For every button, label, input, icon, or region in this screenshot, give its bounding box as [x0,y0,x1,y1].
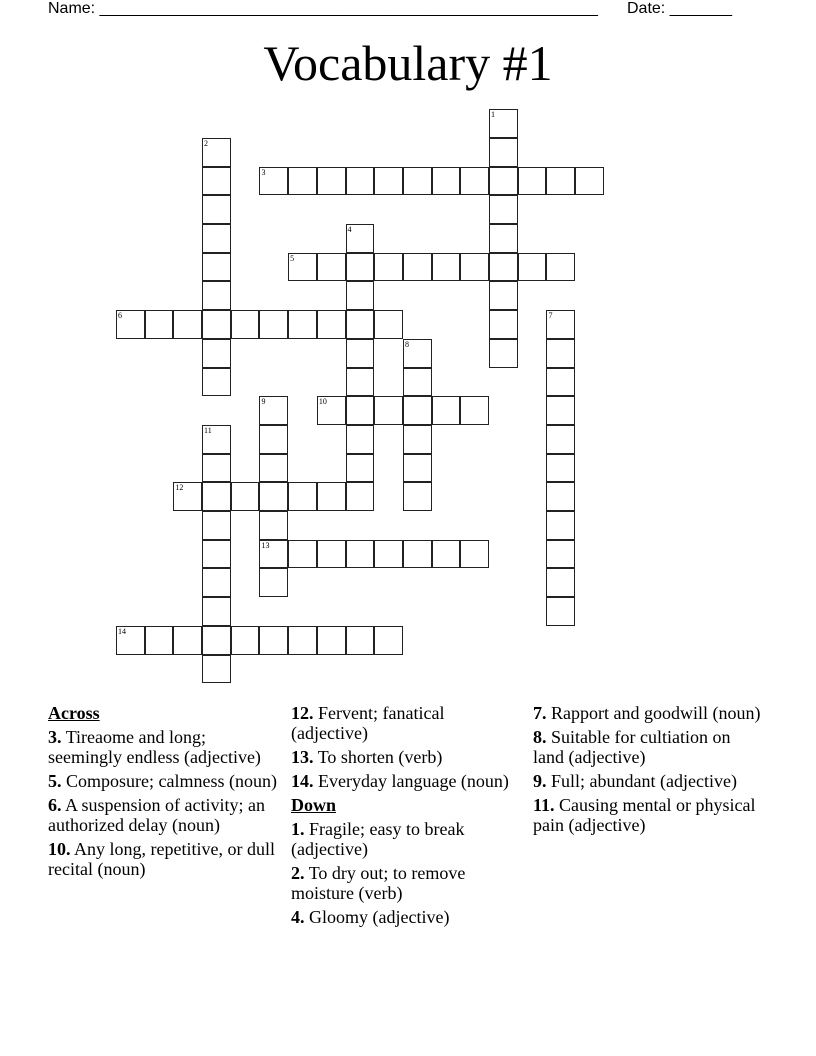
clue-number: 12 [175,483,184,493]
clue-number: 7 [548,311,553,321]
grid-cell[interactable] [403,482,432,511]
grid-cell[interactable] [317,482,346,511]
grid-cell[interactable] [202,597,231,626]
grid-cell[interactable] [202,368,231,397]
clue-down-8: 8. Suitable for cultiation on land (adjective) [533,727,731,767]
grid-cell[interactable] [374,310,403,339]
clue-number: 8 [404,339,409,349]
clue-across-14: 14. Everyday language (noun) [291,771,509,791]
grid-cell[interactable] [546,425,575,454]
grid-cell[interactable] [202,138,231,167]
grid-cell[interactable] [546,310,575,339]
grid-cell[interactable] [259,310,288,339]
grid-cell[interactable] [546,482,575,511]
grid-cell[interactable] [374,167,403,196]
grid-cell[interactable] [575,167,604,196]
grid-cell[interactable] [403,368,432,397]
name-field: Name: ________________________________________________________ [48,0,598,17]
grid-cell[interactable] [288,540,317,569]
grid-cell[interactable] [259,568,288,597]
clue-number: 10 [318,397,327,407]
grid-cell[interactable] [432,540,461,569]
grid-cell[interactable] [403,253,432,282]
grid-cell[interactable] [374,626,403,655]
grid-cell[interactable] [288,626,317,655]
grid-cell[interactable] [518,167,547,196]
clue-number: 5 [290,253,295,263]
grid-cell[interactable] [546,511,575,540]
clue-across-6: 6. A suspension of activity; an authorized delay (noun) [48,795,265,835]
grid-cell[interactable] [346,540,375,569]
clue-number: 4 [347,225,352,235]
grid-cell[interactable] [231,482,260,511]
grid-cell[interactable] [116,626,145,655]
grid-cell[interactable] [202,167,231,196]
grid-cell[interactable] [202,195,231,224]
grid-cell[interactable] [145,310,174,339]
grid-cell[interactable] [288,167,317,196]
grid-cell[interactable] [145,626,174,655]
grid-cell[interactable] [546,253,575,282]
clues-column-1 [48,703,278,883]
clue-number: 1 [491,110,496,120]
clue-down-11: 11. Causing mental or physical pain (adjective) [533,795,756,835]
grid-cell[interactable] [489,339,518,368]
grid-cell[interactable] [546,540,575,569]
grid-cell[interactable] [346,310,375,339]
clue-number: 11 [204,425,212,435]
clue-down-7: 7. Rapport and goodwill (noun) [533,703,761,723]
grid-cell[interactable] [317,167,346,196]
grid-cell[interactable] [173,482,202,511]
grid-cell[interactable] [202,224,231,253]
grid-cell[interactable] [202,655,231,684]
grid-cell[interactable] [202,482,231,511]
grid-cell[interactable] [546,454,575,483]
clues-column-3 [533,703,763,839]
grid-cell[interactable] [403,454,432,483]
grid-cell[interactable] [259,396,288,425]
grid-cell[interactable] [403,339,432,368]
grid-cell[interactable] [403,167,432,196]
grid-cell[interactable] [202,454,231,483]
grid-cell[interactable] [489,195,518,224]
grid-cell[interactable] [346,626,375,655]
grid-cell[interactable] [460,540,489,569]
grid-cell[interactable] [202,253,231,282]
clue-down-1: 1. Fragile; easy to break (adjective) [291,819,465,859]
date-field: Date: _______ [627,0,732,17]
grid-cell[interactable] [231,310,260,339]
grid-cell[interactable] [202,425,231,454]
grid-cell[interactable] [489,167,518,196]
grid-cell[interactable] [374,396,403,425]
grid-cell[interactable] [346,368,375,397]
grid-cell[interactable] [346,396,375,425]
grid-cell[interactable] [346,167,375,196]
clue-down-9: 9. Full; abundant (adjective) [533,771,737,791]
clue-down-2: 2. To dry out; to remove moisture (verb) [291,863,466,903]
grid-cell[interactable] [460,253,489,282]
clue-number: 3 [261,167,266,177]
grid-cell[interactable] [202,281,231,310]
grid-cell[interactable] [231,626,260,655]
clue-across-5: 5. Composure; calmness (noun) [48,771,277,791]
across-heading: Across [48,703,100,723]
grid-cell[interactable] [403,425,432,454]
grid-cell[interactable] [546,368,575,397]
grid-cell[interactable] [346,339,375,368]
grid-cell[interactable] [259,540,288,569]
grid-cell[interactable] [346,253,375,282]
grid-cell[interactable] [259,167,288,196]
clues-column-2 [291,703,521,931]
grid-cell[interactable] [546,568,575,597]
grid-cell[interactable] [546,396,575,425]
clue-number: 2 [204,138,209,148]
grid-cell[interactable] [202,568,231,597]
grid-cell[interactable] [202,511,231,540]
grid-cell[interactable] [259,454,288,483]
down-heading: Down [291,795,337,815]
clue-down-4: 4. Gloomy (adjective) [291,907,450,927]
grid-cell[interactable] [374,253,403,282]
grid-cell[interactable] [546,167,575,196]
grid-cell[interactable] [259,482,288,511]
clue-number: 13 [261,540,270,550]
grid-cell[interactable] [346,454,375,483]
grid-cell[interactable] [259,626,288,655]
clue-number: 6 [117,311,122,321]
clue-across-10: 10. Any long, repetitive, or dull recital (noun) [48,839,275,879]
grid-cell[interactable] [259,511,288,540]
grid-cell[interactable] [346,482,375,511]
grid-cell[interactable] [460,167,489,196]
grid-cell[interactable] [432,396,461,425]
grid-cell[interactable] [346,425,375,454]
grid-cell[interactable] [317,396,346,425]
grid-cell[interactable] [489,253,518,282]
grid-cell[interactable] [173,626,202,655]
grid-cell[interactable] [202,540,231,569]
grid-cell[interactable] [546,597,575,626]
grid-cell[interactable] [202,626,231,655]
grid-cell[interactable] [518,253,547,282]
grid-cell[interactable] [317,540,346,569]
grid-cell[interactable] [403,540,432,569]
grid-cell[interactable] [546,339,575,368]
grid-cell[interactable] [403,396,432,425]
grid-cell[interactable] [288,482,317,511]
grid-cell[interactable] [489,281,518,310]
grid-cell[interactable] [259,425,288,454]
grid-cell[interactable] [288,310,317,339]
clue-number: 14 [117,626,126,636]
grid-cell[interactable] [489,138,518,167]
grid-cell[interactable] [317,310,346,339]
grid-cell[interactable] [432,167,461,196]
grid-cell[interactable] [489,224,518,253]
grid-cell[interactable] [489,109,518,138]
grid-cell[interactable] [489,310,518,339]
grid-cell[interactable] [432,253,461,282]
clue-across-13: 13. To shorten (verb) [291,747,443,767]
grid-cell[interactable] [202,310,231,339]
clue-number: 9 [261,397,266,407]
clue-across-3: 3. Tireaome and long; seemingly endless (adjective) [48,727,261,767]
clue-across-12: 12. Fervent; fanatical (adjective) [291,703,445,743]
grid-cell[interactable] [460,396,489,425]
grid-cell[interactable] [346,224,375,253]
grid-cell[interactable] [173,310,202,339]
grid-cell[interactable] [288,253,317,282]
page-title: Vocabulary #1 [263,35,553,91]
grid-cell[interactable] [317,626,346,655]
grid-cell[interactable] [346,281,375,310]
grid-cell[interactable] [116,310,145,339]
grid-cell[interactable] [202,339,231,368]
grid-cell[interactable] [317,253,346,282]
grid-cell[interactable] [374,540,403,569]
